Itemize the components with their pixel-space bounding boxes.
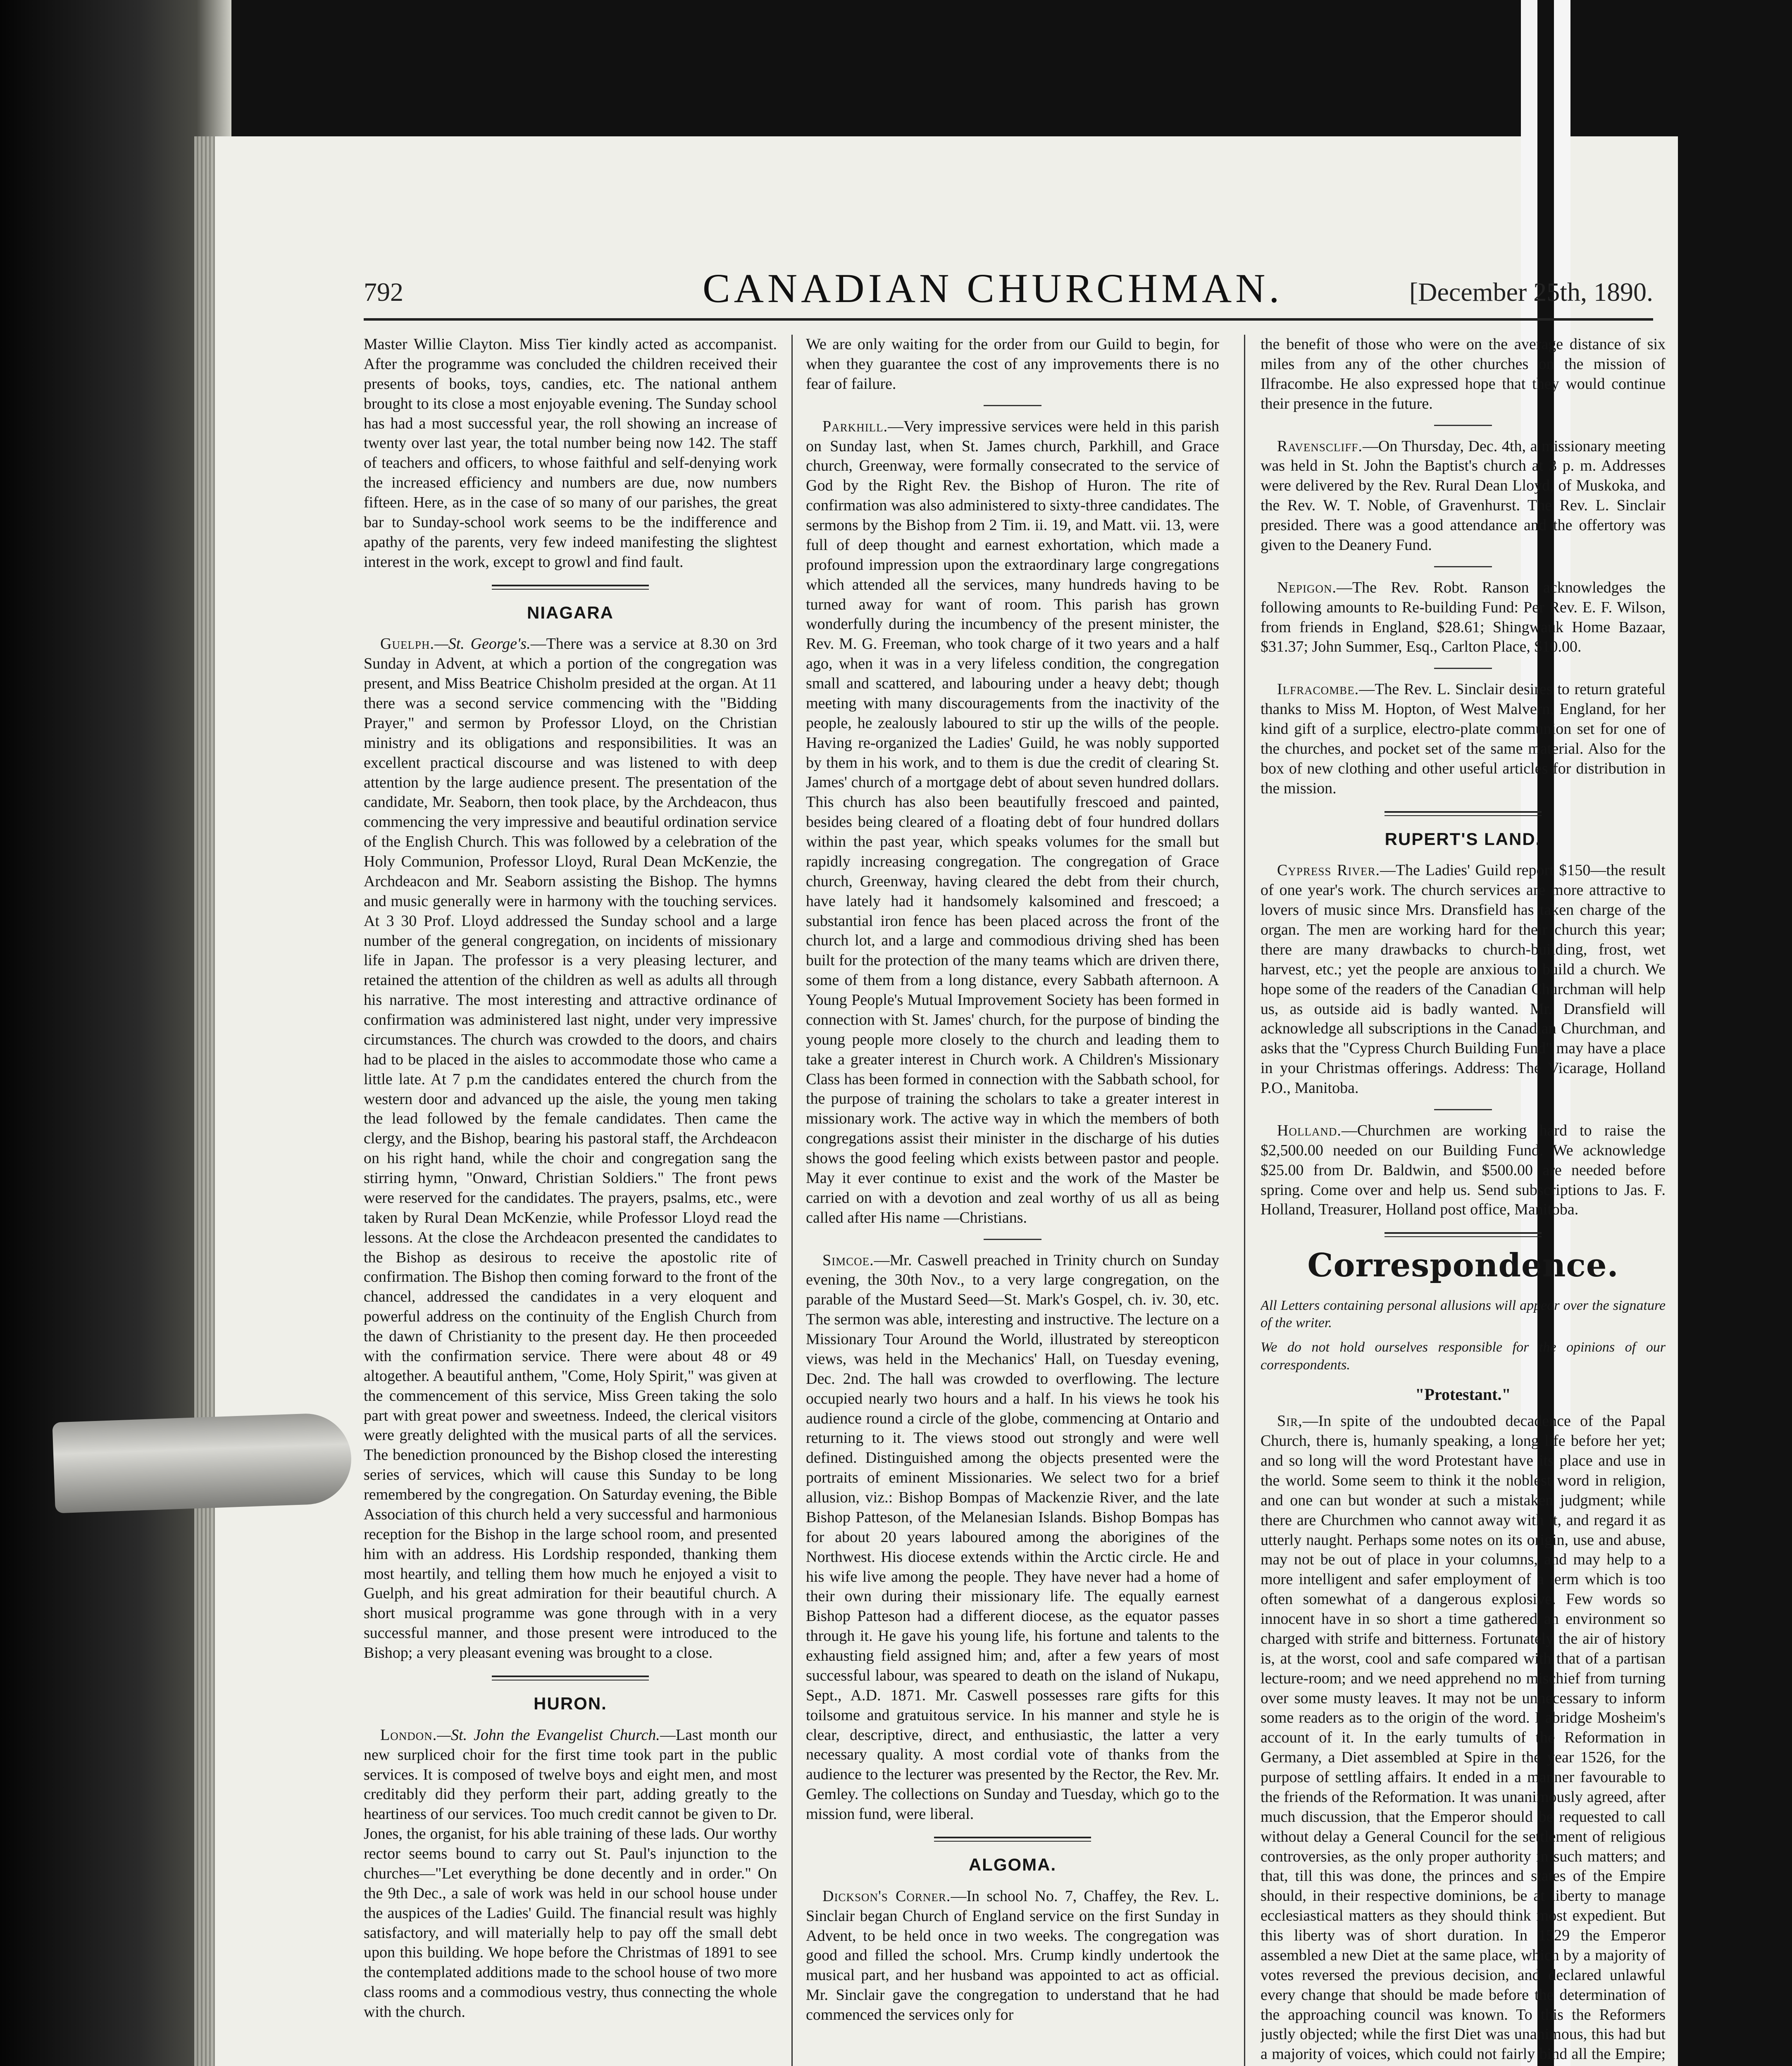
section-heading-ruperts-land: RUPERT'S LAND. [1385, 829, 1542, 849]
place-name: Parkhill. [822, 417, 888, 435]
article-text: —Very impressive services were held in this parish on Sunday last, when St. James church, Parkhill, and Grace church, Greenway, were formally consecrated to the service of God by the Right Rev. the Bishop of Huron. The rite of confirmation was also administered to sixty-three candidates. The sermons by the Bishop from 2 Tim. ii. 19, and Matt. vii. 13, were full of deep thought and earnest exhortation, which made a profound impression upon the extraordinary large congregations which attended all the services, many hundreds having to be turned away for want of room. This parish has grown wonderfully during the incumbency of the present minister, the Rev. M. G. Freeman, who took charge of it two years and a half ago, when it was in a very lifeless condition, the congregation small and scattered, and labouring under a heavy debt; though meeting with many discouragements from the inactivity of the people, he zealously laboured to stir up the wills of the people. Having re-organized the Ladies' Guild, he was nobly supported by them in his work, and to them is due the credit of clearing St. James' church of a mortgage debt of about seven hundred dollars. This church has also been beautifully frescoed and painted, besides being cleared of a floating debt of four hundred dollars within the past year, which speaks volumes for the small but rapidly increasing congregation. The congregation of Grace church, Greenway, having cleared the debt from their church, have lately had it handsomely kalsomined and frescoed; a substantial iron fence has been placed across the front of the church lot, and a large and commodious driving shed has been built for the protection of the many teams which are driven there, some of them from a long distance, every Sabbath afternoon. A Young People's Mutual Improvement Society has been formed in connection with St. James' church, for the purpose of binding the young people more closely to the church and leading them to take a greater interest in Church work. A Children's Missionary Class has been formed in connection with the Sabbath school, for the purpose of training the scholars to take a greater interest in missionary work. The active way in which the members of both congregations assist their minister in the discharge of his duties shows the good feeling which exists between pastor and people. May it ever continue to exist and the work of the Master be carried on with a devotion and zeal worthy of us all as being called after His name —Christians. [806, 417, 1219, 1226]
article-paragraph: Master Willie Clayton. Miss Tier kindly acted as accompanist. After the programme was concluded the children received their presents of books, toys, candies, etc. The national anthem brought to its close a most enjoyable evening. The Sunday school has had a most successful year, the roll showing an increase of twenty over last year, the total number being now 142. The staff of teachers and officers, to whose faithful and self-denying work the increased efficiency and numbers are due, now numbers fifteen. Here, as in the case of so many of our parishes, the great bar to Sunday-school work seems to be the indifference and apathy of the parents, very few indeed manifesting the slightest interest in the work, except to growl and find fault. [364, 336, 777, 571]
article-paragraph: We are only waiting for the order from our Guild to begin, for when they guarantee the cost of any improvements there is no fear of failure. [806, 336, 1219, 393]
church-name: —St. George's. [434, 635, 531, 653]
place-name: Simcoe. [822, 1251, 874, 1269]
article-ravenscliff [1261, 437, 1666, 555]
correspondence-title: Correspondence. [1307, 1247, 1619, 1285]
place-name: Guelph. [380, 635, 434, 653]
section-heading-algoma: ALGOMA. [968, 1854, 1057, 1874]
article-divider [984, 1239, 1041, 1240]
place-name: Ilfracombe. [1277, 681, 1359, 698]
letter-text: —In spite of the undoubted decadence of the Papal Church, there is, humanly speaking, a long life before her yet; and so long will the word Protestant have its place and use in the world. Some seem to think it the noblest word in religion, and one can but wonder at such a mistaken judgment; while there are Churchmen who cannot away with it, and regard it as utterly naught. Perhaps some notes on its origin, use and abuse, may not be out of place in your columns, and may help to a more intelligent and safer employment of a term which is too often somewhat of a dangerous explosive. Few words so innocent have in so short a time gathered an environment so charged with strife and bitterness. Fortunately the air of history is, at the worst, cool and safe compared with that of a partisan lecture-room; and we need apprehend no mischief from turning over some musty leaves. It may not be unnecessary to inform some readers as to the origin of the word. I abridge Mosheim's account of it. In the early tumults of the Reformation in Germany, a Diet assembled at Spire in the year 1526, for the purpose of settling affairs. It ended in a manner favourable to the friends of the Reformation. It was unanimously agreed, after much discussion, that the Emperor should be requested to call without delay a General Council for the settlement of religious controversies, as the only proper authority in such matters; and that, till this was done, the princes and states of the Empire should, in their respective dominions, be at liberty to manage ecclesiastical matters as they should think most expedient. But this liberty was of short duration. In 1529 the Emperor assembled a new Diet at the same place, which by a majority of votes reversed the previous decision, and declared unlawful every change that should be made before the determination of the approaching council was known. To this the Reformers justly objected; while the first Diet was unanimous, this had but a majority of voices, which could not fairly bind all the Empire; [1261, 1412, 1666, 2063]
article-divider [1434, 668, 1492, 669]
article-cypress-river [1261, 861, 1666, 1098]
place-name: Dickson's Corner. [822, 1887, 951, 1905]
article-divider [984, 405, 1041, 406]
place-name: Holland. [1277, 1121, 1342, 1139]
article-text: —In school No. 7, Chaffey, the Rev. L. Sinclair began Church of England service on the first Sunday in Advent, to be held once in two weeks. The congregation was good and filled the school. Mrs. Crump kindly undertook the musical part, and her husband was appointed to act as official. Mr. Sinclair gave the congregation to understand that he had commenced the services only for [806, 1887, 1219, 2024]
article-text: —The Rev. L. Sinclair desires to return grateful thanks to Miss M. Hopton, of West Malvern, England, for her kind gift of a surplice, electro-plate communion set for one of the churches, and pocket set of the same material. Also for the box of new clothing and other useful articles for distribution in the mission. [1261, 681, 1666, 797]
article-text: —The Rev. Robt. Ranson acknowledges the following amounts to Re-building Fund: Per Rev. E. F. Wilson, from friends in England, $28.61; Shingwauk Home Bazaar, $31.37; John Summer, Esq., Carlton Place, $10.00. [1261, 578, 1666, 656]
article-text: —The Ladies' Guild report $150—the result of one year's work. The church services are more attractive to lovers of music since Mrs. Dransfield has taken charge of the organ. The men are working hard for their church this year; there are many drawbacks to church-building, frost, wet harvest, etc.; yet the people are anxious to build a church. We hope some of the readers of the Canadian Churchman will help us, as outside aid is badly wanted. Mr. Dransfield will acknowledge all subscriptions in the Canadian Churchman, and asks that the "Cypress Church Building Fund" may have a place in your Christmas offerings. Address: The Vicarage, Holland P.O., Manitoba. [1261, 862, 1666, 1097]
section-heading-huron: HURON. [534, 1693, 607, 1713]
article-divider [1434, 425, 1492, 426]
church-name: —St. John the Evangelist Church. [437, 1726, 660, 1744]
article-divider [1434, 1109, 1492, 1110]
page-header [364, 264, 1653, 322]
place-name: Ravenscliff. [1277, 437, 1363, 455]
section-ornament [1385, 811, 1542, 816]
article-ilfracombe [1261, 680, 1666, 798]
letter-body [1261, 1411, 1666, 2066]
section-ornament [492, 585, 649, 590]
letter-title: "Protestant." [1415, 1385, 1511, 1404]
article-text: —Churchmen are working hard to raise the $2,500.00 needed on our Building Fund. We acknowledge $25.00 from Dr. Baldwin, and $500.00 are needed before spring. Come over and help us. Send subscriptions to Jas. F. Holland, Treasurer, Holland post office, Manitoba. [1261, 1121, 1666, 1219]
place-name: London. [380, 1726, 437, 1744]
section-ornament [492, 1676, 649, 1680]
page-holder-pointer [52, 1412, 353, 1514]
column-rule [1244, 335, 1245, 2066]
article-text: —There was a service at 8.30 on 3rd Sunday in Advent, at which a portion of the congregation was present, and Miss Beatrice Chisholm presided at the organ. At 11 there was a second service commencing with the "Bidding Prayer," and sermon by Professor Lloyd, on the Christian ministry and its obligations and responsibilities. It was an excellent practical discourse and was listened to with deep attention by the large audience present. The presentation of the candidate, Mr. Seaborn, then took place, by the Archdeacon, thus commencing the very impressive and beautiful ordination service of the English Church. This was followed by a celebration of the Holy Communion, Professor Lloyd, Rural Dean McKenzie, the Archdeacon and Mr. Seaborn assisting the Bishop. The hymns and music generally were in harmony with the touching services. At 3 30 Prof. Lloyd addressed the Sunday school and a large number of the general congregation, on incidents of missionary life in Japan. The professor is a very pleasing lecturer, and retained the attention of the children as well as adults all through his narrative. The most interesting and attractive ordinance of confirmation was administered last night, under very impressive circumstances. The church was crowded to the doors, and chairs had to be placed in the aisles to accommodate those who came a little late. At 7 p.m the candidates entered the church from the western door and advanced up the aisle, the young men taking the lead followed by the female candidates. Then came the clergy, and the Bishop, bearing his pastoral staff, the Archdeacon on his right hand, while the choir and congregation sang the stirring hymn, "Onward, Christian Soldiers." The front pews were reserved for the candidates. The prayers, psalms, etc., were taken by Rural Dean McKenzie, while Professor Lloyd read the lessons. At the close the Archdeacon presented the candidates to the Bishop as desirous to receive the apostolic rite of confirmation. The Bishop then coming forward to the front of the chancel, addressed the candidates in a very eloquent and powerful address on the continuity of the English Church from the dawn of Christianity to the present day. He then proceeded with the confirmation service. There were about 48 or 49 altogether. A beautiful anthem, "Come, Holy Spirit," was given at the commencement of this service, Miss Green taking the solo part with great power and sweetness. Indeed, the clerical visitors were greatly delighted with the musical parts of all the services. The benediction pronounced by the Bishop closed the interesting series of services, which will cause this Sunday to be long remembered by the congregation. On Saturday evening, the Bible Association of this church held a very successful and harmonious reception for the Bishop in the large school room, and presented him with an address. His Lordship responded, thanking them most heartily, and telling them how much he enjoyed a visit to Guelph, and his great admiration for their beautiful church. A short musical programme was gone through with in a very successful manner, and those present were introduced to the Bishop; a very pleasant evening was brought to a close. [364, 635, 777, 1662]
article-nepigon [1261, 578, 1666, 657]
article-dicksons-corner [806, 1887, 1219, 2025]
place-name: Cypress River. [1277, 862, 1380, 879]
article-paragraph: the benefit of those who were on the average distance of six miles from any of the other churches on the mission of Ilfracombe. He also expressed hope that they would continue their presence in the future. [1261, 336, 1666, 412]
column-3 [1261, 335, 1666, 2066]
section-ornament [1385, 1232, 1542, 1237]
issue-date: [December 25th, 1890. [1409, 277, 1653, 307]
column-rule [791, 335, 793, 2066]
editorial-notice: We do not hold ourselves responsible for the opinions of our correspondents. [1261, 1340, 1666, 1373]
masthead: CANADIAN CHURCHMAN. [703, 265, 1283, 311]
column-1 [364, 335, 777, 2066]
editorial-notice: All Letters containing personal allusions will appear over the signature of the writer. [1261, 1297, 1666, 1331]
article-london [364, 1726, 777, 2022]
article-guelph [364, 634, 777, 1663]
section-ornament [934, 1837, 1091, 1842]
place-name: Nepigon. [1277, 578, 1337, 596]
article-text: —On Thursday, Dec. 4th, a missionary meeting was held in St. John the Baptist's church at 3 p. m. Addresses were delivered by the Rev. Rural Dean Lloyd, of Muskoka, and the Rev. W. T. Noble, of Gravenhurst. The Rev. L. Sinclair presided. There was a good attendance and the offertory was given to the Deanery Fund. [1261, 437, 1666, 554]
salutation: Sir, [1277, 1412, 1303, 1430]
header-rule [364, 318, 1653, 321]
article-text: —Mr. Caswell preached in Trinity church on Sunday evening, the 30th Nov., to a very large congregation, on the parable of the Mustard Seed—St. Mark's Gospel, ch. iv. 30, etc. The sermon was able, interesting and instructive. The lecture on a Missionary Tour Around the World, illustrated by stereopticon views, was held in the Mechanics' Hall, on Tuesday evening, Dec. 2nd. The hall was crowded to overflowing. The lecture occupied nearly two hours and a half. In his views he took his audience round a circle of the globe, commencing at Ontario and returning to it. The views stood out strongly and were well defined. Distinguished among the objects presented were the portraits of eminent Missionaries. We select two for a brief allusion, viz.: Bishop Bompas of Mackenzie River, and the late Bishop Patteson, of the Melanesian Islands. Bishop Bompas has for about 20 years laboured among the aborigines of the Northwest. His diocese extends within the Arctic circle. He and his wife live among the people. They have never had a home of their own during their missionary life. The equally earnest Bishop Patteson had a different diocese, as the equator passes through it. He gave his young life, his fortune and talents to the exhausting field assigned him; and, after a few years of most successful labour, was speared to death on the island of Nukapu, Sept., A.D. 1871. Mr. Caswell possesses rare gifts for this toilsome and gratuitous service. In his manner and style he is clear, descriptive, direct, and enthusiastic, the latter a very necessary quality. A most cordial vote of thanks from the audience to the lecturer was presented by the Rector, the Rev. Mr. Gemley. The collections on Sunday and Tuesday, which go to the mission fund, were liberal. [806, 1251, 1219, 1823]
article-divider [1434, 566, 1492, 567]
article-holland [1261, 1121, 1666, 1220]
section-heading-niagara: NIAGARA [527, 602, 614, 622]
page-number: 792 [364, 277, 403, 307]
column-2 [806, 335, 1219, 2066]
article-simcoe [806, 1251, 1219, 1824]
article-parkhill [806, 417, 1219, 1228]
article-text: —Last month our new surpliced choir for the first time took part in the public services. It is composed of twelve boys and eight men, and most creditably did they perform their part, adding greatly to the heartiness of our services. Too much credit cannot be given to Dr. Jones, the organist, for his able training of these lads. Our worthy rector seems bound to carry out St. Paul's injunction to the churches—"Let everything be done decently and in order." On the 9th Dec., a sale of work was held in our school house under the auspices of the Ladies' Guild. The financial result was highly satisfactory, and will materially help to pay off the small debt upon this building. We hope before the Christmas of 1891 to see the contemplated additions made to the school house of two more class rooms and a commodious vestry, thus connecting the whole with the church. [364, 1726, 777, 2021]
